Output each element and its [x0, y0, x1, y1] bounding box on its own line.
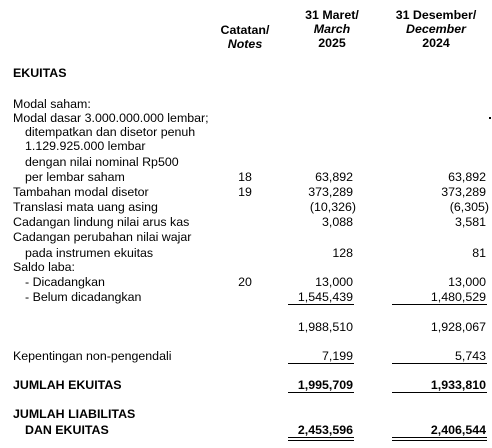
modal-line4: 1.129.925.000 lembar — [25, 139, 146, 153]
total-equity-label: JUMLAH EKUITAS — [13, 378, 122, 392]
notes-column-header — [210, 23, 280, 51]
row-value-2025: 373,289 — [308, 185, 353, 199]
unappropriated-2024: 1,480,529 — [430, 290, 486, 304]
nci-label: Kepentingan non-pengendali — [13, 349, 172, 363]
fair-value-line1: Cadangan perubahan nilai wajar — [13, 230, 192, 244]
modal-line6: per lembar saham — [25, 170, 125, 184]
modal-line3: ditempatkan dan disetor penuh — [25, 125, 196, 139]
retained-title-row — [0, 260, 492, 274]
modal-row-3 — [0, 125, 492, 139]
fair-value-line2: pada instrumen ekuitas — [25, 246, 154, 260]
notes-header-line2: Notes — [227, 37, 263, 51]
row-value-2024: 373,289 — [441, 185, 486, 199]
table-row — [0, 200, 492, 214]
total-equity-2025: 1,995,709 — [297, 378, 353, 392]
col-2024-line3: 2024 — [422, 36, 450, 50]
row-value-2025: 3,088 — [321, 215, 353, 229]
subtotal-rule-2025 — [288, 304, 354, 305]
col-2024-line1: 31 Desember/ — [395, 8, 477, 22]
col-2025-line2: March — [313, 22, 351, 36]
row-label: Cadangan lindung nilai arus kas — [13, 215, 190, 229]
retained-title: Saldo laba: — [13, 260, 76, 274]
section-title-row — [0, 66, 492, 80]
col-2025-header — [292, 8, 372, 50]
col-2024-header — [386, 8, 486, 50]
col-2025-line3: 2025 — [318, 36, 346, 50]
col-2024-line2: December — [406, 22, 466, 36]
nci-2025: 7,199 — [321, 349, 353, 363]
row-value-2024: 3,581 — [454, 215, 486, 229]
subtotal-rule-2024 — [392, 304, 487, 305]
modal-row-6 — [0, 170, 492, 184]
unappropriated-2025: 1,545,439 — [297, 290, 353, 304]
nci-2024: 5,743 — [454, 349, 486, 363]
row-label: Translasi mata uang asing — [13, 200, 158, 214]
grand-total-double-rule-2024 — [392, 437, 487, 441]
fair-value-row-2 — [0, 246, 492, 260]
total-liab-equity-2025: 2,453,596 — [297, 423, 353, 437]
nci-row — [0, 349, 492, 363]
appropriated-row — [0, 275, 492, 289]
section-title: EKUITAS — [13, 66, 67, 80]
appropriated-2025: 13,000 — [315, 275, 353, 289]
appropriated-label: - Dicadangkan — [25, 275, 105, 289]
subtotal-2025: 1,988,510 — [297, 320, 353, 334]
grand-total-double-rule-2025 — [288, 437, 354, 441]
total-liab-equity-line2: DAN EKUITAS — [25, 423, 109, 437]
fair-value-row-1 — [0, 230, 492, 244]
total-liab-equity-line1: JUMLAH LIABILITAS — [13, 407, 136, 421]
modal-line5: dengan nilai nominal Rp500 — [25, 155, 179, 169]
row-value-2025: (10,326) — [309, 200, 356, 214]
modal-row-4 — [0, 139, 492, 153]
modal-line1: Modal saham: — [13, 97, 91, 111]
row-value-2024: (6,305) — [449, 200, 489, 214]
nci-rule-2025 — [288, 363, 354, 364]
modal-note: 18 — [238, 170, 252, 184]
modal-value-2025: 63,892 — [315, 170, 353, 184]
nci-rule-2024 — [392, 363, 487, 364]
total-liab-equity-row-2 — [0, 423, 492, 437]
row-label: Tambahan modal disetor — [13, 185, 149, 199]
total-liab-equity-row-1 — [0, 407, 492, 421]
col-2025-line1: 31 Maret/ — [305, 8, 359, 22]
fair-value-2025: 128 — [332, 246, 353, 260]
stray-mark — [489, 117, 491, 119]
unappropriated-row — [0, 290, 492, 304]
modal-value-2024: 63,892 — [448, 170, 486, 184]
subtotal-row — [0, 320, 492, 334]
notes-header-line1: Catatan/ — [220, 23, 270, 37]
total-equity-rule-2025 — [288, 392, 354, 393]
table-row — [0, 215, 492, 229]
modal-line2: Modal dasar 3.000.000.000 lembar; — [13, 111, 209, 125]
total-equity-row — [0, 378, 492, 392]
table-row — [0, 185, 492, 199]
modal-row-1 — [0, 97, 492, 111]
total-equity-rule-2024 — [392, 392, 487, 393]
appropriated-note: 20 — [238, 275, 252, 289]
modal-row-2 — [0, 111, 492, 125]
row-note: 19 — [238, 185, 252, 199]
unappropriated-label: - Belum dicadangkan — [25, 290, 142, 304]
total-equity-2024: 1,933,810 — [430, 378, 486, 392]
subtotal-2024: 1,928,067 — [430, 320, 486, 334]
appropriated-2024: 13,000 — [448, 275, 486, 289]
total-liab-equity-2024: 2,406,544 — [430, 423, 486, 437]
modal-row-5 — [0, 155, 492, 169]
fair-value-2024: 81 — [472, 246, 486, 260]
